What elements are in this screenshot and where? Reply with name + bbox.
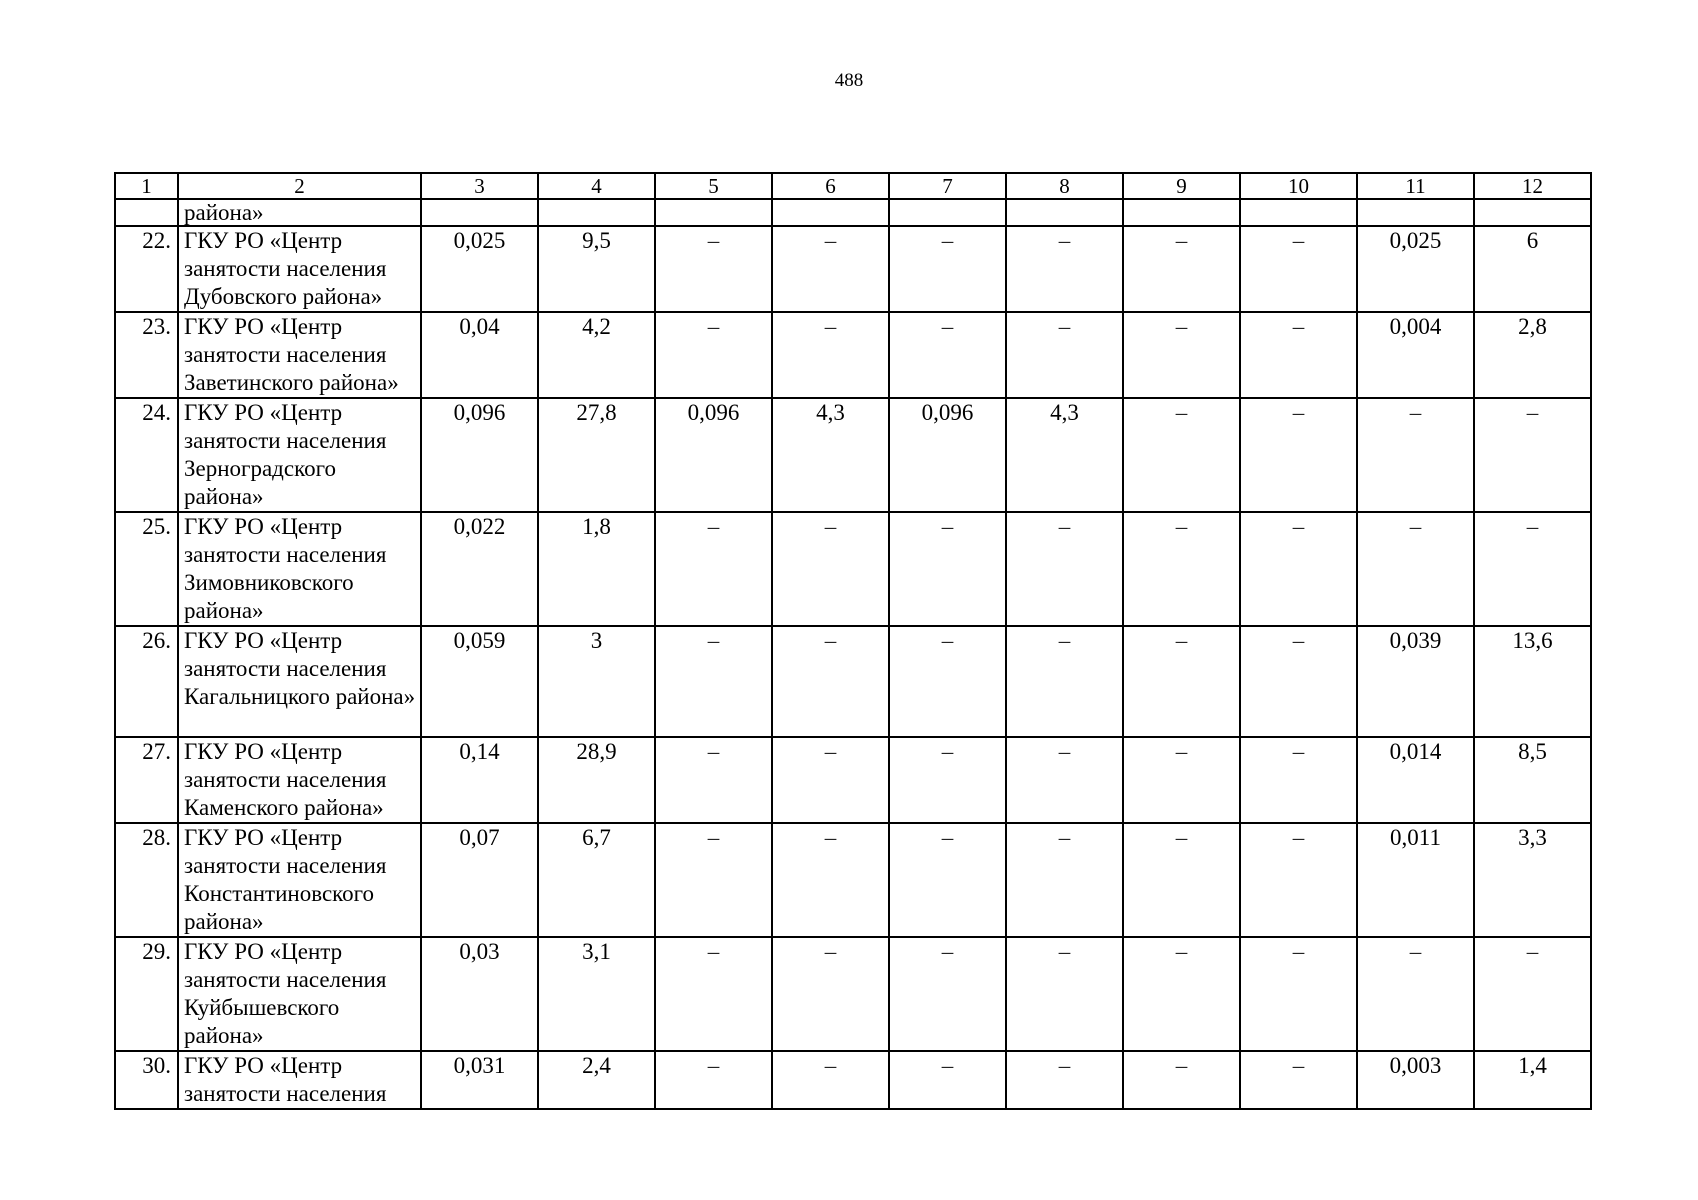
value-cell-col-6: – (772, 737, 889, 823)
value-cell-col-8: – (1006, 626, 1123, 737)
value-cell-col-7: – (889, 1051, 1006, 1109)
continuation-row (115, 199, 1591, 226)
value-cell-col-4: 3 (538, 626, 655, 737)
value-cell-col-7: – (889, 226, 1006, 312)
value-cell-col-10: – (1240, 823, 1357, 937)
value-cell-col-7: – (889, 737, 1006, 823)
table-row (115, 398, 1591, 512)
value-cell-col-4: 6,7 (538, 823, 655, 937)
value-cell-col-12: – (1474, 398, 1591, 512)
row-number-cell: 27. (115, 737, 178, 823)
value-cell-col-10: – (1240, 737, 1357, 823)
value-cell-col-11: – (1357, 937, 1474, 1051)
value-cell-col-7: – (889, 512, 1006, 626)
row-number-cell: 25. (115, 512, 178, 626)
header-cell-10: 10 (1240, 173, 1357, 199)
value-cell-col-12: – (1474, 512, 1591, 626)
header-cell-6: 6 (772, 173, 889, 199)
value-cell-col-12: 6 (1474, 226, 1591, 312)
value-cell-col-3: 0,022 (421, 512, 538, 626)
value-cell-col-5: 0,096 (655, 398, 772, 512)
table-row (115, 312, 1591, 398)
value-cell-col-3: 0,059 (421, 626, 538, 737)
value-cell-col-9: – (1123, 398, 1240, 512)
row-number-cell: 23. (115, 312, 178, 398)
value-cell-col-7: – (889, 626, 1006, 737)
organization-name-cell: района» (178, 199, 421, 226)
value-cell-col-8: – (1006, 512, 1123, 626)
header-cell-12: 12 (1474, 173, 1591, 199)
value-cell-col-8: – (1006, 1051, 1123, 1109)
value-cell-col-9: – (1123, 512, 1240, 626)
value-cell-col-3: 0,031 (421, 1051, 538, 1109)
value-cell-col-9: – (1123, 1051, 1240, 1109)
row-number-cell (115, 199, 178, 226)
value-cell-col-7: – (889, 937, 1006, 1051)
value-cell-col-12: 2,8 (1474, 312, 1591, 398)
value-cell-col-8: – (1006, 823, 1123, 937)
value-cell-col-5: – (655, 937, 772, 1051)
value-cell-col-4: 3,1 (538, 937, 655, 1051)
value-cell-col-5: – (655, 312, 772, 398)
value-cell-col-10: – (1240, 937, 1357, 1051)
table-row (115, 512, 1591, 626)
value-cell-col-8: – (1006, 226, 1123, 312)
value-cell-col-3: 0,025 (421, 226, 538, 312)
value-cell-col-9: – (1123, 737, 1240, 823)
table-row (115, 823, 1591, 937)
row-number-cell: 26. (115, 626, 178, 737)
value-cell-col-8: – (1006, 312, 1123, 398)
value-cell-col-12: – (1474, 937, 1591, 1051)
value-cell-col-3: 0,07 (421, 823, 538, 937)
row-number-cell: 29. (115, 937, 178, 1051)
header-cell-9: 9 (1123, 173, 1240, 199)
table-row (115, 626, 1591, 737)
value-cell-col-10: – (1240, 226, 1357, 312)
value-cell-col-4: 1,8 (538, 512, 655, 626)
value-cell-col-4: 2,4 (538, 1051, 655, 1109)
header-cell-3: 3 (421, 173, 538, 199)
value-cell-col-4: 27,8 (538, 398, 655, 512)
value-cell-col-11: 0,004 (1357, 312, 1474, 398)
value-cell-col-8: 4,3 (1006, 398, 1123, 512)
table-row (115, 1051, 1591, 1109)
row-number-cell: 30. (115, 1051, 178, 1109)
header-cell-8: 8 (1006, 173, 1123, 199)
row-number-cell: 22. (115, 226, 178, 312)
organization-name-cell: ГКУ РО «Центр занятости населения Каменского района» (178, 737, 421, 823)
value-cell-col-3: 0,096 (421, 398, 538, 512)
value-cell-col-5: – (655, 512, 772, 626)
header-row (115, 173, 1591, 199)
value-cell-col-6: – (772, 626, 889, 737)
organization-name-cell: ГКУ РО «Центр занятости населения (178, 1051, 421, 1109)
organization-name-cell: ГКУ РО «Центр занятости населения Кагальницкого района» (178, 626, 421, 737)
data-table (114, 172, 1592, 1110)
value-cell-col-10: – (1240, 512, 1357, 626)
header-cell-4: 4 (538, 173, 655, 199)
value-cell-col-9: – (1123, 312, 1240, 398)
value-cell-col-9: – (1123, 626, 1240, 737)
value-cell-col-4: 4,2 (538, 312, 655, 398)
value-cell-col-10: – (1240, 398, 1357, 512)
organization-name-cell: ГКУ РО «Центр занятости населения Дубовского района» (178, 226, 421, 312)
value-cell-col-3: 0,03 (421, 937, 538, 1051)
value-cell-col-10: – (1240, 312, 1357, 398)
value-cell-col-8: – (1006, 937, 1123, 1051)
value-cell-col-6: – (772, 823, 889, 937)
organization-name-cell: ГКУ РО «Центр занятости населения Заветинского района» (178, 312, 421, 398)
value-cell-col-9: – (1123, 823, 1240, 937)
organization-name-cell: ГКУ РО «Центр занятости населения Зерноградского района» (178, 398, 421, 512)
value-cell-col-10: – (1240, 1051, 1357, 1109)
value-cell-col-6: – (772, 937, 889, 1051)
value-cell-col-3: 0,04 (421, 312, 538, 398)
value-cell-col-11: 0,039 (1357, 626, 1474, 737)
table-row (115, 737, 1591, 823)
value-cell-col-11: 0,014 (1357, 737, 1474, 823)
value-cell-col-6: – (772, 512, 889, 626)
value-cell-col-11: – (1357, 512, 1474, 626)
page-number: 488 (834, 70, 864, 91)
header-cell-2: 2 (178, 173, 421, 199)
value-cell-col-12: 13,6 (1474, 626, 1591, 737)
header-cell-1: 1 (115, 173, 178, 199)
row-number-cell: 24. (115, 398, 178, 512)
value-cell-col-10: – (1240, 626, 1357, 737)
value-cell-col-4: 28,9 (538, 737, 655, 823)
value-cell-col-11: – (1357, 398, 1474, 512)
header-cell-7: 7 (889, 173, 1006, 199)
value-cell-col-4: 9,5 (538, 226, 655, 312)
value-cell-col-6: 4,3 (772, 398, 889, 512)
header-cell-11: 11 (1357, 173, 1474, 199)
value-cell-col-11: 0,025 (1357, 226, 1474, 312)
row-number-cell: 28. (115, 823, 178, 937)
value-cell-col-9: – (1123, 937, 1240, 1051)
organization-name-cell: ГКУ РО «Центр занятости населения Куйбышевского района» (178, 937, 421, 1051)
header-cell-5: 5 (655, 173, 772, 199)
value-cell-col-11: 0,011 (1357, 823, 1474, 937)
value-cell-col-6: – (772, 312, 889, 398)
value-cell-col-3: 0,14 (421, 737, 538, 823)
value-cell-col-8: – (1006, 737, 1123, 823)
value-cell-col-7: – (889, 312, 1006, 398)
table-row (115, 226, 1591, 312)
value-cell-col-5: – (655, 626, 772, 737)
value-cell-col-5: – (655, 1051, 772, 1109)
value-cell-col-11: 0,003 (1357, 1051, 1474, 1109)
value-cell-col-5: – (655, 226, 772, 312)
value-cell-col-5: – (655, 737, 772, 823)
value-cell-col-7: 0,096 (889, 398, 1006, 512)
value-cell-col-6: – (772, 1051, 889, 1109)
organization-name-cell: ГКУ РО «Центр занятости населения Константиновского района» (178, 823, 421, 937)
value-cell-col-12: 1,4 (1474, 1051, 1591, 1109)
value-cell-col-9: – (1123, 226, 1240, 312)
value-cell-col-5: – (655, 823, 772, 937)
organization-name-cell: ГКУ РО «Центр занятости населения Зимовниковского района» (178, 512, 421, 626)
table-row (115, 937, 1591, 1051)
value-cell-col-6: – (772, 226, 889, 312)
value-cell-col-12: 3,3 (1474, 823, 1591, 937)
value-cell-col-7: – (889, 823, 1006, 937)
value-cell-col-12: 8,5 (1474, 737, 1591, 823)
